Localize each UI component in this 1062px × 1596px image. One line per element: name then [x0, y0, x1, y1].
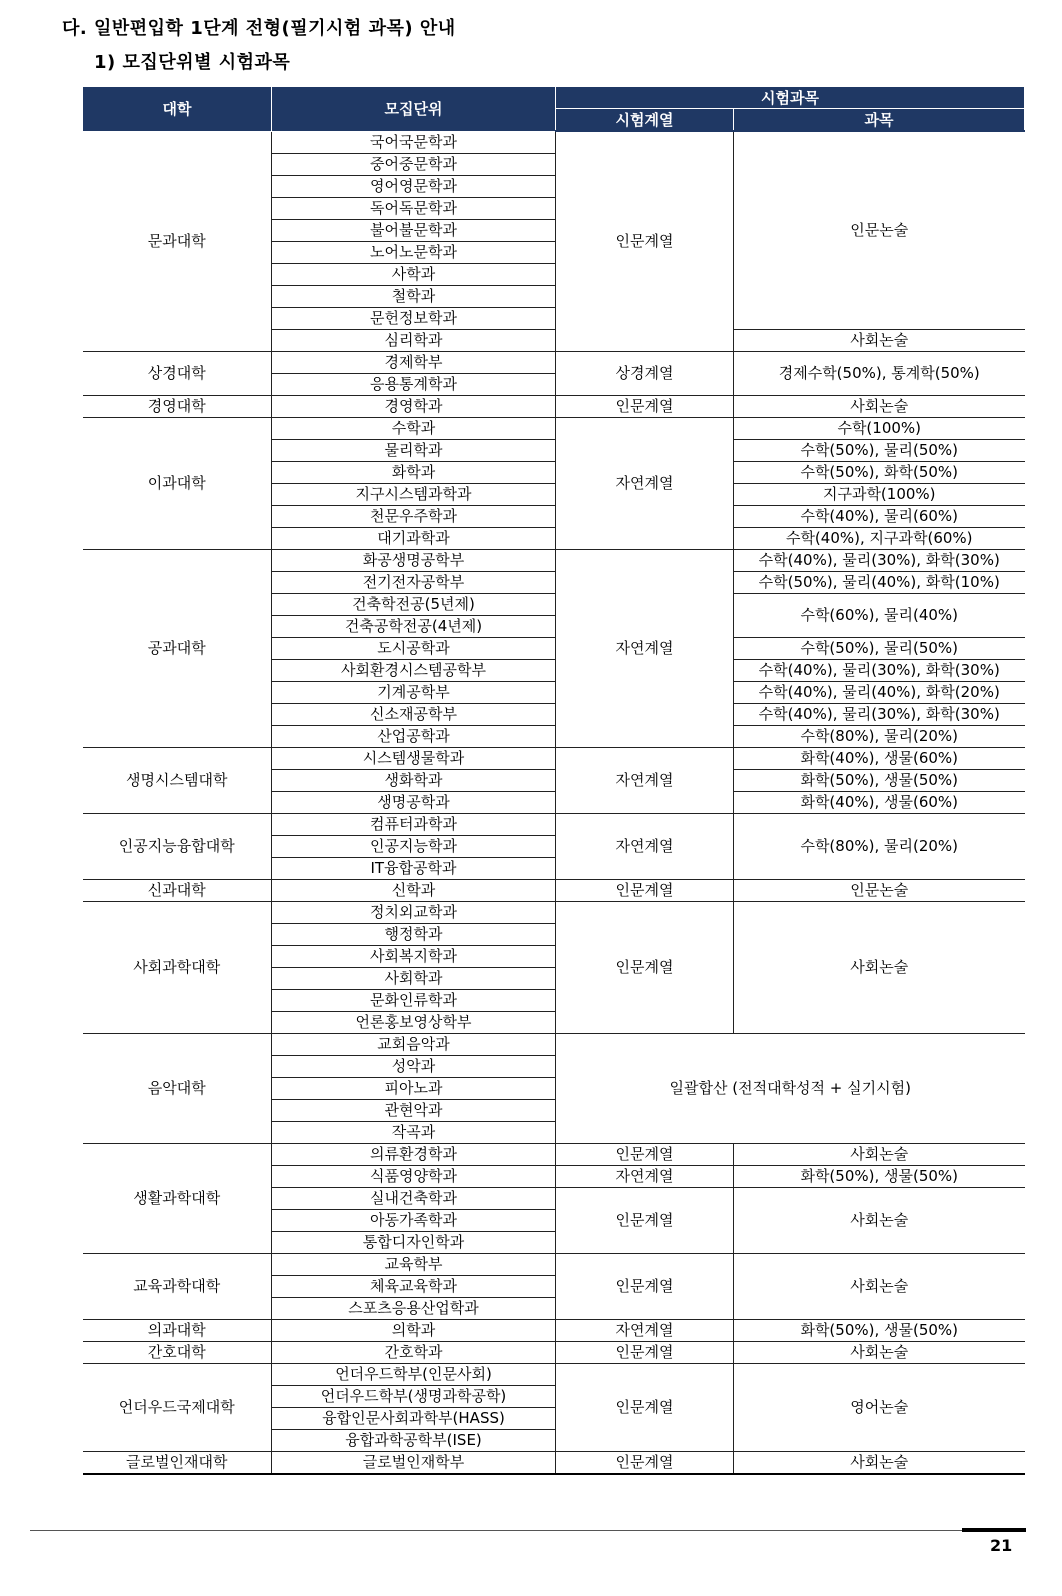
college-cell: 교육과학대학 — [83, 1253, 272, 1319]
subject-cell: 수학(80%), 물리(20%) — [734, 813, 1025, 879]
track-cell: 자연계열 — [556, 747, 734, 813]
table-row — [83, 747, 1025, 769]
track-cell: 자연계열 — [556, 1319, 734, 1341]
track-cell: 인문계열 — [556, 1341, 734, 1363]
track-cell: 상경계열 — [556, 351, 734, 395]
unit-cell: 국어국문학과 — [272, 131, 556, 153]
table-row — [83, 1033, 1025, 1055]
page-number: 21 — [990, 1536, 1013, 1555]
footer-divider — [30, 1530, 1026, 1531]
table-row — [83, 901, 1025, 923]
header-exam: 시험과목 — [556, 87, 1025, 109]
combined-evaluation-cell: 일괄합산 (전적대학성적 + 실기시험) — [556, 1033, 1025, 1143]
college-cell: 생활과학대학 — [83, 1143, 272, 1253]
subject-cell: 수학(40%), 물리(30%), 화학(30%) — [734, 659, 1025, 681]
footer-accent-bar — [962, 1528, 1026, 1532]
track-cell: 인문계열 — [556, 901, 734, 1033]
subject-cell: 수학(50%), 화학(50%) — [734, 461, 1025, 483]
subject-cell: 수학(100%) — [734, 417, 1025, 439]
unit-cell: 불어불문학과 — [272, 219, 556, 241]
table-row — [83, 549, 1025, 571]
header-track: 시험계열 — [556, 109, 734, 132]
unit-cell: 화학과 — [272, 461, 556, 483]
unit-cell: 문헌정보학과 — [272, 307, 556, 329]
unit-cell: 언론홍보영상학부 — [272, 1011, 556, 1033]
unit-cell: 의학과 — [272, 1319, 556, 1341]
table-row — [83, 1319, 1025, 1341]
college-cell: 의과대학 — [83, 1319, 272, 1341]
college-cell: 경영대학 — [83, 395, 272, 417]
unit-cell: 중어중문학과 — [272, 153, 556, 175]
track-cell: 인문계열 — [556, 1253, 734, 1319]
college-cell: 신과대학 — [83, 879, 272, 901]
college-cell: 상경대학 — [83, 351, 272, 395]
unit-cell: 수학과 — [272, 417, 556, 439]
unit-cell: 신학과 — [272, 879, 556, 901]
unit-cell: 인공지능학과 — [272, 835, 556, 857]
unit-cell: 사회학과 — [272, 967, 556, 989]
subject-cell: 사회논술 — [734, 1143, 1025, 1165]
unit-cell: 문화인류학과 — [272, 989, 556, 1011]
unit-cell: 융합과학공학부(ISE) — [272, 1429, 556, 1451]
unit-cell: 경제학부 — [272, 351, 556, 373]
section-heading: 다. 일반편입학 1단계 전형(필기시험 과목) 안내 — [62, 18, 456, 39]
unit-cell: 피아노과 — [272, 1077, 556, 1099]
subject-cell: 수학(40%), 물리(60%) — [734, 505, 1025, 527]
unit-cell: 성악과 — [272, 1055, 556, 1077]
college-cell: 사회과학대학 — [83, 901, 272, 1033]
subject-cell: 화학(40%), 생물(60%) — [734, 791, 1025, 813]
unit-cell: 응용통계학과 — [272, 373, 556, 395]
track-cell: 인문계열 — [556, 131, 734, 351]
unit-cell: 간호학과 — [272, 1341, 556, 1363]
table-row — [83, 1143, 1025, 1165]
unit-cell: 융합인문사회과학부(HASS) — [272, 1407, 556, 1429]
track-cell: 인문계열 — [556, 395, 734, 417]
unit-cell: 물리학과 — [272, 439, 556, 461]
unit-cell: 영어영문학과 — [272, 175, 556, 197]
unit-cell: 산업공학과 — [272, 725, 556, 747]
college-cell: 이과대학 — [83, 417, 272, 549]
subject-cell: 영어논술 — [734, 1363, 1025, 1451]
subject-cell: 화학(50%), 생물(50%) — [734, 769, 1025, 791]
unit-cell: 철학과 — [272, 285, 556, 307]
track-cell: 인문계열 — [556, 1143, 734, 1165]
unit-cell: 시스템생물학과 — [272, 747, 556, 769]
subject-cell: 수학(40%), 지구과학(60%) — [734, 527, 1025, 549]
unit-cell: 교회음악과 — [272, 1033, 556, 1055]
unit-cell: 아동가족학과 — [272, 1209, 556, 1231]
unit-cell: 노어노문학과 — [272, 241, 556, 263]
college-cell: 간호대학 — [83, 1341, 272, 1363]
subsection-heading: 1) 모집단위별 시험과목 — [94, 52, 291, 73]
unit-cell: 도시공학과 — [272, 637, 556, 659]
unit-cell: 행정학과 — [272, 923, 556, 945]
subject-cell: 수학(80%), 물리(20%) — [734, 725, 1025, 747]
unit-cell: 화공생명공학부 — [272, 549, 556, 571]
unit-cell: 글로벌인재학부 — [272, 1451, 556, 1474]
unit-cell: 정치외교학과 — [272, 901, 556, 923]
unit-cell: 사회복지학과 — [272, 945, 556, 967]
table-row — [83, 131, 1025, 153]
college-cell: 언더우드국제대학 — [83, 1363, 272, 1451]
unit-cell: 스포츠응용산업학과 — [272, 1297, 556, 1319]
table-row — [83, 395, 1025, 417]
header-unit: 모집단위 — [272, 87, 556, 132]
unit-cell: 식품영양학과 — [272, 1165, 556, 1187]
subject-cell: 사회논술 — [734, 1341, 1025, 1363]
table-row — [83, 417, 1025, 439]
subject-cell: 화학(50%), 생물(50%) — [734, 1165, 1025, 1187]
unit-cell: 대기과학과 — [272, 527, 556, 549]
subject-cell: 인문논술 — [734, 131, 1025, 329]
unit-cell: 천문우주학과 — [272, 505, 556, 527]
table-row — [83, 1363, 1025, 1385]
subject-cell: 사회논술 — [734, 1451, 1025, 1474]
subject-cell: 사회논술 — [734, 329, 1025, 351]
track-cell: 인문계열 — [556, 1363, 734, 1451]
unit-cell: 신소재공학부 — [272, 703, 556, 725]
track-cell: 자연계열 — [556, 813, 734, 879]
track-cell: 인문계열 — [556, 879, 734, 901]
header-subject: 과목 — [734, 109, 1025, 132]
unit-cell: 사회환경시스템공학부 — [272, 659, 556, 681]
college-cell: 생명시스템대학 — [83, 747, 272, 813]
unit-cell: 관현악과 — [272, 1099, 556, 1121]
unit-cell: 지구시스템과학과 — [272, 483, 556, 505]
unit-cell: 심리학과 — [272, 329, 556, 351]
college-cell: 인공지능융합대학 — [83, 813, 272, 879]
unit-cell: IT융합공학과 — [272, 857, 556, 879]
table-row — [83, 813, 1025, 835]
college-cell: 문과대학 — [83, 131, 272, 351]
unit-cell: 기계공학부 — [272, 681, 556, 703]
unit-cell: 통합디자인학과 — [272, 1231, 556, 1253]
college-cell: 음악대학 — [83, 1033, 272, 1143]
unit-cell: 컴퓨터과학과 — [272, 813, 556, 835]
subject-cell: 인문논술 — [734, 879, 1025, 901]
unit-cell: 생명공학과 — [272, 791, 556, 813]
unit-cell: 사학과 — [272, 263, 556, 285]
subject-cell: 수학(40%), 물리(30%), 화학(30%) — [734, 549, 1025, 571]
subject-cell: 수학(50%), 물리(50%) — [734, 439, 1025, 461]
track-cell: 자연계열 — [556, 549, 734, 747]
unit-cell: 건축공학전공(4년제) — [272, 615, 556, 637]
track-cell: 인문계열 — [556, 1451, 734, 1474]
table-row — [83, 1253, 1025, 1275]
subject-cell: 수학(50%), 물리(50%) — [734, 637, 1025, 659]
unit-cell: 교육학부 — [272, 1253, 556, 1275]
subject-cell: 수학(40%), 물리(30%), 화학(30%) — [734, 703, 1025, 725]
table-row — [83, 879, 1025, 901]
college-cell: 공과대학 — [83, 549, 272, 747]
subject-cell: 수학(50%), 물리(40%), 화학(10%) — [734, 571, 1025, 593]
subject-cell: 사회논술 — [734, 901, 1025, 1033]
unit-cell: 전기전자공학부 — [272, 571, 556, 593]
track-cell: 인문계열 — [556, 1187, 734, 1253]
exam-subject-table — [82, 86, 1025, 1475]
subject-cell: 사회논술 — [734, 1187, 1025, 1253]
unit-cell: 언더우드학부(생명과학공학) — [272, 1385, 556, 1407]
college-cell: 글로벌인재대학 — [83, 1451, 272, 1474]
unit-cell: 건축학전공(5년제) — [272, 593, 556, 615]
subject-cell: 수학(40%), 물리(40%), 화학(20%) — [734, 681, 1025, 703]
unit-cell: 의류환경학과 — [272, 1143, 556, 1165]
table-row — [83, 1341, 1025, 1363]
unit-cell: 언더우드학부(인문사회) — [272, 1363, 556, 1385]
unit-cell: 경영학과 — [272, 395, 556, 417]
subject-cell: 화학(50%), 생물(50%) — [734, 1319, 1025, 1341]
subject-cell: 수학(60%), 물리(40%) — [734, 593, 1025, 637]
subject-cell: 화학(40%), 생물(60%) — [734, 747, 1025, 769]
unit-cell: 생화학과 — [272, 769, 556, 791]
track-cell: 자연계열 — [556, 417, 734, 549]
subject-cell: 지구과학(100%) — [734, 483, 1025, 505]
header-college: 대학 — [83, 87, 272, 132]
unit-cell: 체육교육학과 — [272, 1275, 556, 1297]
table-row — [83, 351, 1025, 373]
subject-cell: 경제수학(50%), 통계학(50%) — [734, 351, 1025, 395]
subject-cell: 사회논술 — [734, 395, 1025, 417]
unit-cell: 독어독문학과 — [272, 197, 556, 219]
unit-cell: 실내건축학과 — [272, 1187, 556, 1209]
table-row — [83, 1451, 1025, 1474]
track-cell: 자연계열 — [556, 1165, 734, 1187]
subject-cell: 사회논술 — [734, 1253, 1025, 1319]
unit-cell: 작곡과 — [272, 1121, 556, 1143]
